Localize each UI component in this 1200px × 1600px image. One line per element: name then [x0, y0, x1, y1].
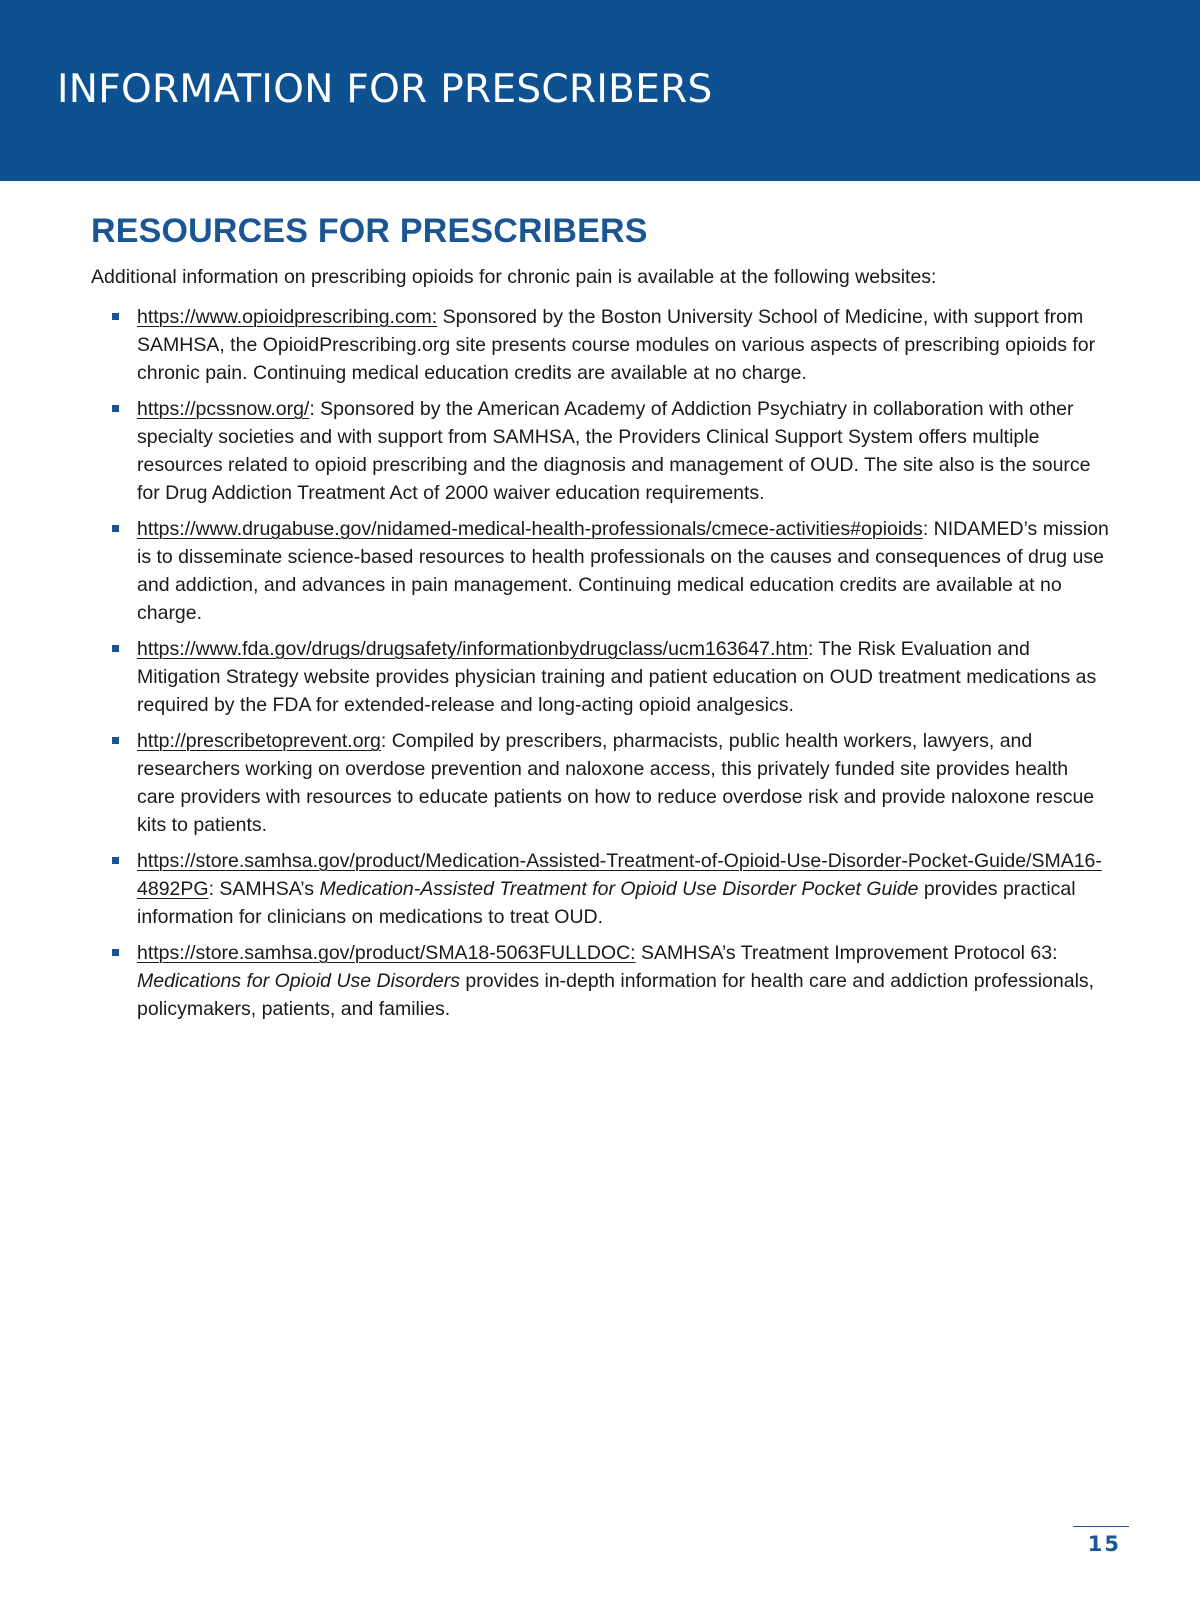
square-bullet-icon [112, 313, 119, 320]
square-bullet-icon [112, 645, 119, 652]
resource-item-samhsa-pocket-guide [91, 847, 1111, 931]
banner-title: INFORMATION FOR PRESCRIBERS [57, 67, 713, 112]
header-banner [0, 0, 1200, 181]
publication-title: Medications for Opioid Use Disorders [137, 970, 460, 992]
square-bullet-icon [112, 949, 119, 956]
section-heading: RESOURCES FOR PRESCRIBERS [91, 212, 648, 250]
square-bullet-icon [112, 857, 119, 864]
square-bullet-icon [112, 405, 119, 412]
main-content [91, 214, 1111, 1031]
resource-item-pcssnow [91, 395, 1111, 507]
square-bullet-icon [112, 525, 119, 532]
resource-link[interactable]: https://store.samhsa.gov/product/Medication-Assisted-Treatment-of-Opioid-Use-Disorder-Pocket-Guide/SMA16-4892PG [137, 850, 1102, 900]
resource-description: : The Risk Evaluation and Mitigation Strategy website provides physician training and patient education on OUD treatment medications as required by the FDA for extended-release and long-acting opioid analgesics. [137, 638, 1097, 716]
resource-link[interactable]: http://prescribetoprevent.org [137, 730, 381, 752]
resource-item-samhsa-tip63 [91, 939, 1111, 1023]
resource-description-suffix: provides practical information for clinicians on medications to treat OUD. [137, 878, 1076, 928]
resource-description: : Compiled by prescribers, pharmacists, public health workers, lawyers, and researchers working on overdose prevention and naloxone access, this privately funded site provides health care providers with resources to educate patients on how to reduce overdose risk and provide naloxone rescue kits to patients. [137, 730, 1095, 836]
resource-description: : NIDAMED’s mission is to disseminate science-based resources to health professionals on the causes and consequences of drug use and addiction, and advances in pain management. Continuing medical education credits are available at no charge. [137, 518, 1109, 624]
resource-link[interactable]: https://store.samhsa.gov/product/SMA18-5063FULLDOC: [137, 942, 636, 964]
resource-item-fda [91, 635, 1111, 719]
resource-list [91, 303, 1111, 1023]
page-number: 15 [1087, 1532, 1121, 1556]
resource-link[interactable]: https://www.fda.gov/drugs/drugsafety/informationbydrugclass/ucm163647.htm [137, 638, 808, 660]
resource-item-prescribetoprevent [91, 727, 1111, 839]
resource-description-prefix: : SAMHSA’s [208, 878, 320, 900]
resource-description: Sponsored by the Boston University School of Medicine, with support from SAMHSA, the OpioidPrescribing.org site presents course modules on various aspects of prescribing opioids for chronic pain. Continuing medical education credits are available at no charge. [137, 306, 1096, 384]
square-bullet-icon [112, 737, 119, 744]
resource-link[interactable]: https://www.opioidprescribing.com: [137, 306, 438, 328]
page-footer [1073, 1526, 1129, 1556]
resource-description-suffix: provides in-depth information for health care and addiction professionals, policymakers, patients, and families. [137, 970, 1095, 1020]
resource-link[interactable]: https://www.drugabuse.gov/nidamed-medical-health-professionals/cmece-activities#opioids [137, 518, 923, 540]
resource-item-drugabuse [91, 515, 1111, 627]
resource-link[interactable]: https://pcssnow.org/ [137, 398, 310, 420]
resource-item-opioidprescribing [91, 303, 1111, 387]
resource-description: : Sponsored by the American Academy of Addiction Psychiatry in collaboration with other specialty societies and with support from SAMHSA, the Providers Clinical Support System offers multiple resources related to opioid prescribing and the diagnosis and management of OUD. The site also is the source for Drug Addiction Treatment Act of 2000 waiver education requirements. [137, 398, 1091, 504]
intro-paragraph: Additional information on prescribing opioids for chronic pain is available at the following websites: [91, 266, 937, 288]
resource-description-prefix: SAMHSA’s Treatment Improvement Protocol 63: [635, 942, 1058, 964]
publication-title: Medication-Assisted Treatment for Opioid Use Disorder Pocket Guide [319, 878, 919, 900]
